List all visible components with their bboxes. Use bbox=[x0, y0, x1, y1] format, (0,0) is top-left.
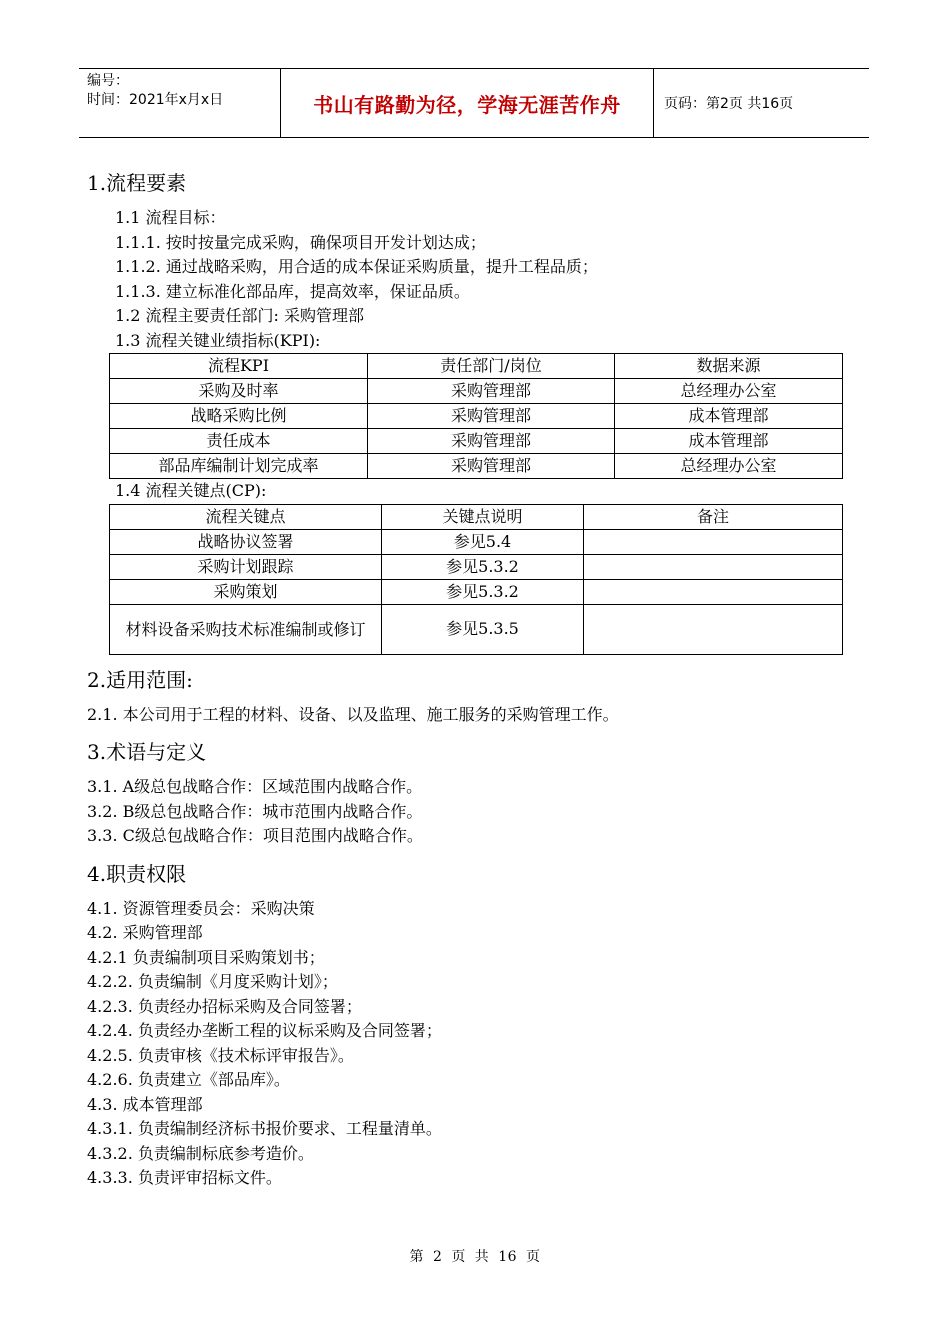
line-4-2-5: 4.2.5. 负责审核《技术标评审报告》。 bbox=[87, 1045, 354, 1065]
table-row bbox=[110, 579, 843, 604]
line-1-1-3: 1.1.3. 建立标准化部品库，提高效率，保证品质。 bbox=[115, 281, 470, 301]
table-cell: 责任成本 bbox=[110, 429, 368, 454]
line-4-2-2: 4.2.2. 负责编制《月度采购计划》； bbox=[87, 972, 338, 991]
table-cell bbox=[584, 554, 843, 579]
table-cell: 采购计划跟踪 bbox=[110, 554, 382, 579]
table-cell: 部品库编制计划完成率 bbox=[110, 454, 368, 479]
line-4-3-3: 4.3.3. 负责评审招标文件。 bbox=[87, 1168, 282, 1187]
line-4-2-3: 4.2.3. 负责经办招标采购及合同签署； bbox=[87, 996, 362, 1016]
footer-text: 页 bbox=[526, 1249, 541, 1265]
table-cell bbox=[584, 529, 843, 554]
header-number: 编号： bbox=[87, 73, 129, 89]
table-cell: 参见5.3.5 bbox=[382, 604, 584, 654]
table-cell: 采购管理部 bbox=[368, 454, 615, 479]
table-row bbox=[110, 554, 843, 579]
line-4-2-4: 4.2.4. 负责经办垄断工程的议标采购及合同签署； bbox=[87, 1021, 442, 1040]
table-cell bbox=[584, 604, 843, 654]
table-cell: 总经理办公室 bbox=[615, 379, 843, 404]
table-row bbox=[110, 454, 843, 479]
header-motto: 书山有路勤为径，学海无涯苦作舟 bbox=[281, 69, 654, 137]
table-row bbox=[110, 604, 843, 654]
table-cell: 战略协议签署 bbox=[110, 529, 382, 554]
footer-page-number: 2 bbox=[432, 1249, 443, 1265]
table-header-row bbox=[110, 504, 843, 529]
table-row bbox=[110, 529, 843, 554]
line-3-3: 3.3. C级总包战略合作：项目范围内战略合作。 bbox=[87, 826, 423, 845]
footer-total-pages: 16 bbox=[498, 1249, 518, 1265]
table-cell: 材料设备采购技术标准编制或修订 bbox=[110, 604, 382, 654]
section-title-2: 2.适用范围: bbox=[87, 667, 193, 692]
line-1-2: 1.2 流程主要责任部门: 采购管理部 bbox=[115, 306, 365, 325]
kpi-table bbox=[109, 353, 843, 479]
table-cell: 采购管理部 bbox=[368, 429, 615, 454]
table-cell: 采购及时率 bbox=[110, 379, 368, 404]
line-2-1: 2.1. 本公司用于工程的材料、设备、以及监理、施工服务的采购管理工作。 bbox=[87, 704, 619, 724]
table-cell: 参见5.4 bbox=[382, 529, 584, 554]
line-4-2-6: 4.2.6. 负责建立《部品库》。 bbox=[87, 1070, 290, 1089]
line-1-1-1: 1.1.1. 按时按量完成采购，确保项目开发计划达成； bbox=[115, 232, 486, 252]
line-1-4: 1.4 流程关键点(CP): bbox=[115, 481, 267, 500]
table-cell: 采购管理部 bbox=[368, 404, 615, 429]
line-1-3: 1.3 流程关键业绩指标(KPI): bbox=[115, 330, 321, 350]
table-cell: 参见5.3.2 bbox=[382, 554, 584, 579]
header-page: 页码：第2页 共16页 bbox=[664, 96, 794, 112]
table-cell: 成本管理部 bbox=[615, 429, 843, 454]
section-title-4: 4.职责权限 bbox=[87, 861, 187, 886]
line-4-3-1: 4.3.1. 负责编制经济标书报价要求、工程量清单。 bbox=[87, 1119, 442, 1138]
table-header-cell: 流程KPI bbox=[110, 354, 368, 379]
table-cell: 总经理办公室 bbox=[615, 454, 843, 479]
page-footer bbox=[0, 1246, 950, 1266]
section-title-1: 1.流程要素 bbox=[87, 171, 187, 195]
line-4-3-2: 4.3.2. 负责编制标底参考造价。 bbox=[87, 1143, 314, 1163]
cp-table bbox=[109, 504, 843, 655]
footer-text: 第 bbox=[409, 1249, 424, 1265]
table-header-cell: 流程关键点 bbox=[110, 504, 382, 529]
table-cell: 采购管理部 bbox=[368, 379, 615, 404]
table-header-cell: 责任部门/岗位 bbox=[368, 354, 615, 379]
document-body bbox=[87, 168, 867, 1191]
table-cell bbox=[584, 579, 843, 604]
table-row bbox=[110, 404, 843, 429]
footer-text: 页 bbox=[451, 1249, 466, 1265]
table-header-cell: 关键点说明 bbox=[382, 504, 584, 529]
line-4-2-1: 4.2.1 负责编制项目采购策划书； bbox=[87, 947, 325, 967]
table-header-cell: 备注 bbox=[584, 504, 843, 529]
table-row bbox=[110, 429, 843, 454]
table-cell: 成本管理部 bbox=[615, 404, 843, 429]
line-4-3: 4.3. 成本管理部 bbox=[87, 1094, 203, 1114]
section-title-3: 3.术语与定义 bbox=[87, 740, 207, 764]
table-cell: 战略采购比例 bbox=[110, 404, 368, 429]
line-3-2: 3.2. B级总包战略合作：城市范围内战略合作。 bbox=[87, 801, 423, 821]
table-row bbox=[110, 379, 843, 404]
table-header-row bbox=[110, 354, 843, 379]
page-header bbox=[79, 68, 869, 138]
header-meta bbox=[79, 69, 281, 137]
line-1-1: 1.1 流程目标： bbox=[115, 208, 226, 227]
table-header-cell: 数据来源 bbox=[615, 354, 843, 379]
line-3-1: 3.1. A级总包战略合作：区域范围内战略合作。 bbox=[87, 777, 423, 796]
line-4-2: 4.2. 采购管理部 bbox=[87, 923, 203, 942]
table-cell: 参见5.3.2 bbox=[382, 579, 584, 604]
footer-text: 共 bbox=[474, 1249, 490, 1265]
header-time: 时间：2021年x月x日 bbox=[87, 92, 224, 108]
table-cell: 采购策划 bbox=[110, 579, 382, 604]
line-4-1: 4.1. 资源管理委员会：采购决策 bbox=[87, 898, 315, 918]
line-1-1-2: 1.1.2. 通过战略采购，用合适的成本保证采购质量，提升工程品质； bbox=[115, 257, 598, 276]
